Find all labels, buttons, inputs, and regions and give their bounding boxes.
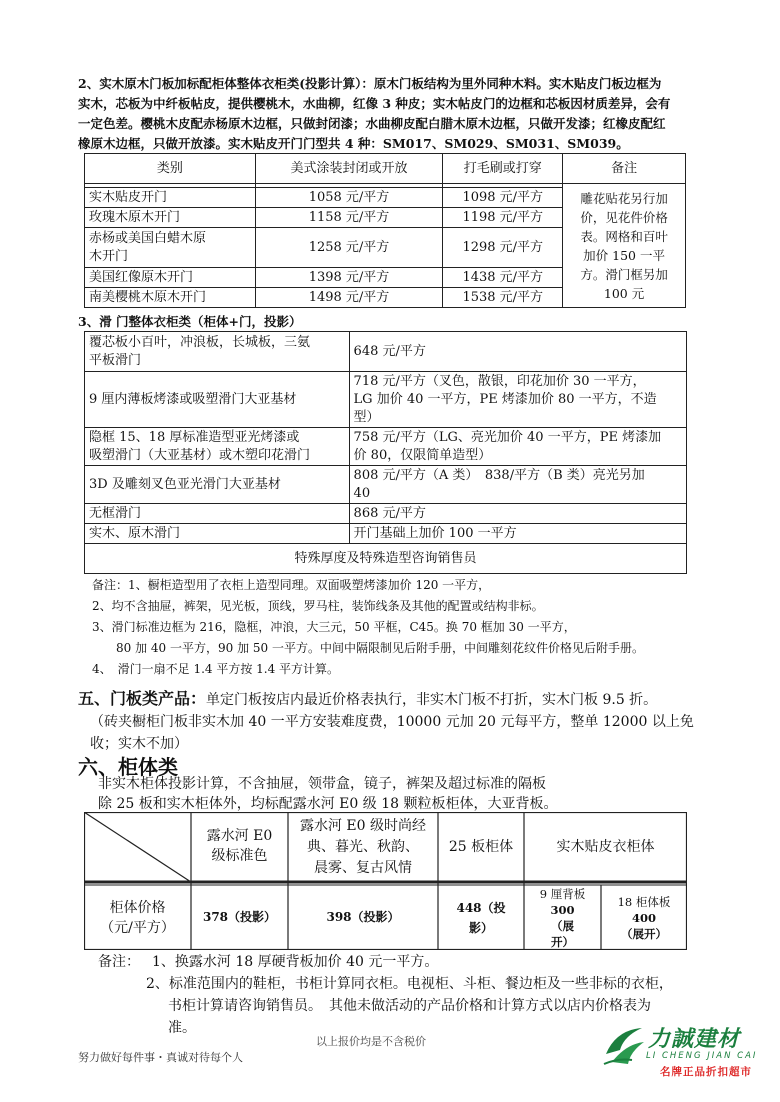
logo-name: 力誠建材 — [648, 1027, 741, 1052]
section6-note2: 2、标准范围内的鞋柜，书柜计算同衣柜。电视柜、斗柜、餐边柜及一些非标的衣柜， 书柜计算请咨询销售员。 其他未做活动的产品价格和计算方式以店内价格表为 准。 — [146, 976, 673, 1036]
col-25-board: 25 板柜体 — [448, 839, 514, 855]
price-9mm-backboard: 9 厘背板 300 （展 开） — [539, 887, 586, 949]
table-row: 特殊厚度及特殊造型咨询销售员 — [85, 544, 687, 574]
table-row: 玫瑰木原木开门 1158 元/平方 1198 元/平方 — [85, 208, 686, 228]
header-american-finish: 美式涂装封闭或开放 — [255, 154, 443, 184]
logo-slogan: 名牌正品折扣超市 — [660, 1066, 752, 1078]
price-fashion-classic: 398（投影） — [326, 910, 400, 924]
table-row: 3D 及雕刻叉色亚光滑门大亚基材 808 元/平方（A 类） 838/平方（B 类）亮光另加 40 — [85, 466, 687, 504]
section5-title: 五、门板类产品： — [78, 689, 207, 708]
col-veneer-cabinet: 实木贴皮衣柜体 — [556, 839, 655, 855]
motto: 努力做好每件事・真诚对待每个人 — [78, 1051, 243, 1064]
header-remarks: 备注 — [563, 154, 686, 184]
section2-line: 橡原木边框，只做开放漆。实木贴皮开门门型共 4 种：SM017、SM029、SM031、SM039。 — [78, 136, 629, 151]
table-row: 无框滑门 868 元/平方 — [85, 504, 687, 524]
section3-heading: 3、滑 门整体衣柜类（柜体+门，投影） — [78, 314, 302, 329]
col-standard-color: 露水河 E0 级标准色 — [206, 828, 273, 864]
section2-heading — [78, 74, 708, 154]
table-row: 美国红像原木开门 1398 元/平方 1438 元/平方 — [85, 268, 686, 288]
header-brushed: 打毛刷或打穿 — [443, 154, 563, 184]
brand-logo-icon — [602, 1024, 646, 1066]
brand-logo — [602, 1022, 772, 1082]
section2-line: 一定色差。樱桃木皮配赤杨原木边框，只做封闭漆；水曲柳皮配白腊木原木边框，只做开发漆；红橡皮配红 — [78, 116, 666, 131]
section2-line: 实木，芯板为中纤板帖皮，提供樱桃木，水曲柳，红像 3 种皮；实木帖皮门的边框和芯板因材质差异，会有 — [78, 96, 671, 111]
sliding-door-price-table — [84, 331, 687, 574]
table-row: 赤杨或美国白蜡木原 木开门 1258 元/平方 1298 元/平方 — [85, 228, 686, 268]
table-row: 隐框 15、18 厚标准造型亚光烤漆或 吸塑滑门（大亚基材）或木塑印花滑门 758 元/平方（LG、亮光加价 40 一平方，PE 烤漆加 价 80，仅限简单造型） — [85, 428, 687, 466]
section5: 五、门板类产品：单定门板按店内最近价格表执行，非实木门板不打折，实木门板 9.5 折。 （砖夹橱柜门板非实木加 40 一平方安装难度费，10000 元加 20 元每平方，整单 12000 以上免 收；实木不加） — [78, 689, 694, 752]
table-row: 南美樱桃木原木开门 1498 元/平方 1538 元/平方 — [85, 288, 686, 308]
section6-intro: 非实木柜体投影计算，不含抽屉，领带盒，镜子，裤架及超过标准的隔板 除 25 板和实木柜体外，均标配露水河 E0 级 18 颗粒板柜体，大亚背板。 — [98, 776, 558, 812]
table-row: 9 厘内薄板烤漆或吸塑滑门大亚基材 718 元/平方（叉色，散银，印花加价 30 一平方， LG 加价 40 一平方，PE 烤漆加价 80 一平方，不造 型） — [85, 372, 687, 428]
cabinet-price-table — [84, 812, 687, 950]
solid-wood-door-price-table — [84, 153, 686, 308]
price-standard-color: 378（投影） — [202, 910, 277, 924]
col-fashion-classic: 露水河 E0 级时尚经 典、暮光、秋韵、 晨雾、复古风情 — [299, 818, 427, 876]
remarks-cell: 雕花贴花另行加 价，见花件价格 表。网格和百叶 加价 150 一平 方。滑门框另加 100 元 — [563, 184, 686, 308]
section6-title: 六、柜体类 — [78, 755, 178, 779]
tax-note: 以上报价均是不含税价 — [316, 1035, 426, 1048]
table-row: 实木贴皮开门 1058 元/平方 1098 元/平方 — [85, 188, 686, 208]
section3-notes: 备注：1、橱柜造型用了衣柜上造型同理。双面吸塑烤漆加价 120 一平方， 2、均不含抽屉，裤架，见光板，顶线，罗马柱，装饰线条及其他的配置或结构非标。 3、滑门标准边框为 216，隐框，冲浪，大三元，50 平框，C45。换 70 框加 30 一平方， 80 加 40 一平方，90 加 50 一平方。中间中隔限制见后附手册，中间雕刻花纹件价格见后附手册。 4、 滑门一扇不足 1.4 平方按 1.4 平方计算。 — [92, 578, 644, 676]
row-label-cabinet-price: 柜体价格 （元/平方） — [100, 900, 175, 936]
table-row: 覆芯板小百叶，冲浪板，长城板，三氨 平板滑门 648 元/平方 — [85, 332, 687, 372]
section2-line: 2、实木原木门板加标配柜体整体衣柜类(投影计算）：原木门板结构为里外同种木料。实木贴皮门板边框为 — [78, 76, 662, 91]
logo-pinyin: LI CHENG JIAN CAI — [646, 1051, 758, 1061]
price-18mm-board: 18 柜体板 400 （展开） — [617, 895, 671, 941]
section6-notes: 备注： 1、换露水河 18 厚硬背板加价 40 元一平方。 — [98, 954, 439, 970]
header-category: 类别 — [85, 154, 256, 184]
table-row: 实木、原木滑门 开门基础上加价 100 一平方 — [85, 524, 687, 544]
price-25-board: 448（投 影） — [456, 901, 506, 935]
